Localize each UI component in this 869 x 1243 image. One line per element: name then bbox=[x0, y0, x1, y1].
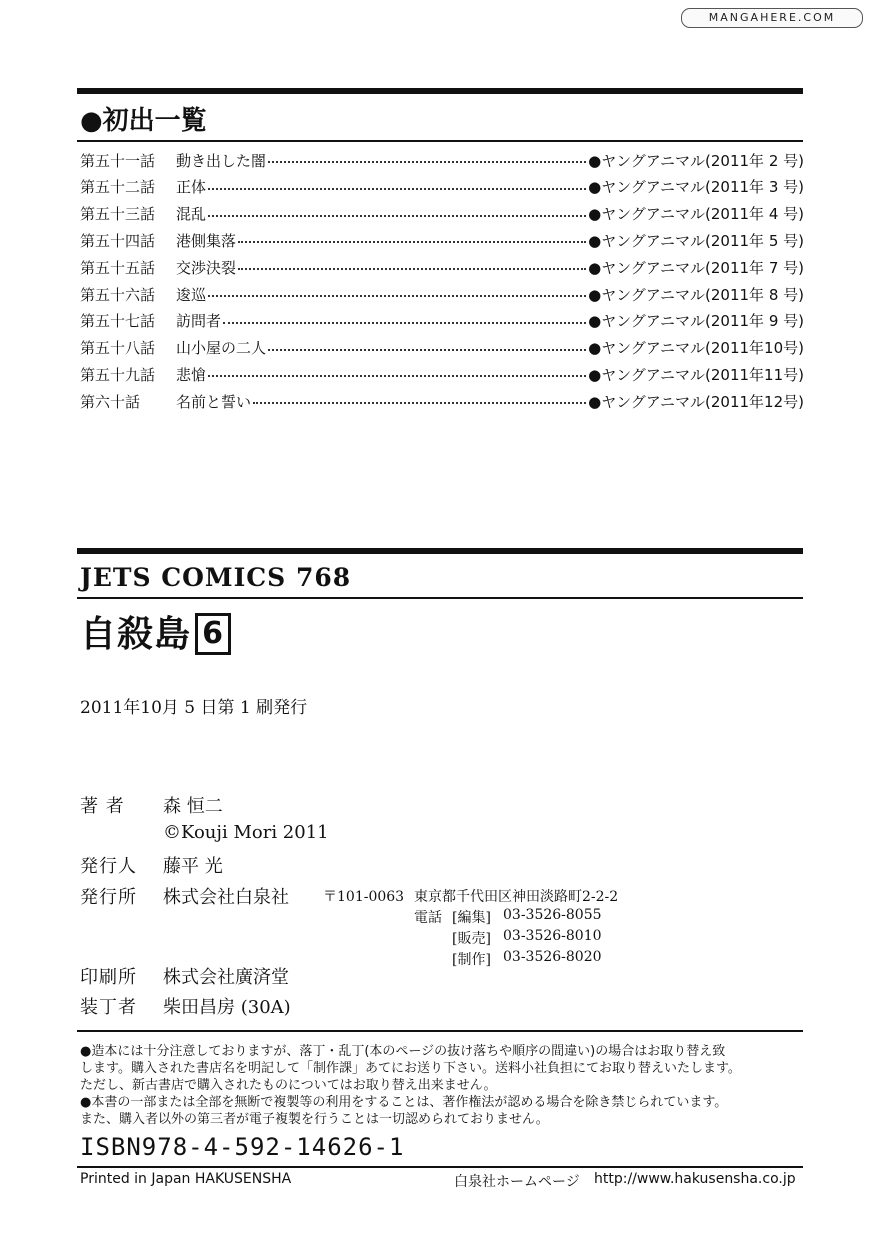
notice-line: ただし、新古書店で購入されたものについてはお取り替え出来ません。 bbox=[80, 1078, 497, 1093]
toc-title: 港側集落 bbox=[176, 231, 237, 250]
toc-leader-dots bbox=[268, 349, 586, 351]
toc-chapter: 第五十六話 bbox=[80, 285, 156, 304]
toc-leader-dots bbox=[208, 375, 586, 377]
footer-rule bbox=[77, 1166, 803, 1168]
printer-name: 株式会社廣済堂 bbox=[163, 967, 289, 988]
toc-source: ●ヤングアニマル(2011年11号) bbox=[588, 365, 804, 384]
homepage-url[interactable]: http://www.hakusensha.co.jp bbox=[594, 1171, 796, 1187]
toc-source: ●ヤングアニマル(2011年 8 号) bbox=[588, 285, 804, 304]
toc-leader-dots bbox=[208, 215, 586, 217]
toc-leader-dots bbox=[208, 295, 586, 297]
notice-line: ●造本には十分注意しておりますが、落丁・乱丁(本のページの抜け落ちや順序の間違い)の場合はお取り替え致 bbox=[80, 1044, 726, 1059]
top-rule bbox=[77, 88, 803, 94]
publisher-person: 藤平 光 bbox=[163, 856, 223, 877]
toc-source: ●ヤングアニマル(2011年 9 号) bbox=[588, 312, 804, 331]
toc-title: 動き出した闇 bbox=[176, 151, 267, 170]
colophon-rule bbox=[77, 548, 803, 554]
phone-number: 03-3526-8055 bbox=[503, 907, 602, 923]
toc-title: 混乱 bbox=[176, 205, 207, 224]
toc-source: ●ヤングアニマル(2011年12号) bbox=[588, 392, 804, 411]
author-label: 著 者 bbox=[80, 796, 125, 817]
volume-number: 6 bbox=[195, 613, 231, 655]
toc-chapter: 第五十一話 bbox=[80, 151, 156, 170]
publisher-person-label: 発行人 bbox=[80, 856, 137, 877]
toc-row bbox=[80, 335, 804, 361]
toc-title: 正体 bbox=[176, 178, 207, 197]
phone-label: 電話 bbox=[414, 910, 442, 926]
toc-heading-rule bbox=[77, 140, 803, 142]
toc-chapter: 第五十九話 bbox=[80, 365, 156, 384]
toc-row bbox=[80, 201, 804, 227]
publisher-name: 株式会社白泉社 bbox=[163, 887, 289, 908]
homepage-label: 白泉社ホームページ bbox=[454, 1174, 580, 1190]
toc-row bbox=[80, 147, 804, 173]
toc-title: 逡巡 bbox=[176, 285, 207, 304]
toc-source: ●ヤングアニマル(2011年 7 号) bbox=[588, 258, 804, 277]
toc-title: 山小屋の二人 bbox=[176, 339, 267, 358]
toc-title: 悲愴 bbox=[176, 365, 207, 384]
toc-leader-dots bbox=[253, 402, 586, 404]
series-rule bbox=[77, 597, 803, 599]
publication-date: 2011年10月 5 日第 1 刷発行 bbox=[80, 698, 308, 718]
toc-row bbox=[80, 388, 804, 414]
toc-row bbox=[80, 281, 804, 307]
designer-name: 柴田昌房 (30A) bbox=[163, 997, 291, 1018]
toc-chapter: 第五十五話 bbox=[80, 258, 156, 277]
toc-row bbox=[80, 174, 804, 200]
toc-source: ●ヤングアニマル(2011年 4 号) bbox=[588, 205, 804, 224]
toc-source: ●ヤングアニマル(2011年 5 号) bbox=[588, 231, 804, 250]
toc-leader-dots bbox=[268, 161, 586, 163]
phone-department: [販売] bbox=[452, 931, 491, 947]
toc-chapter: 第五十七話 bbox=[80, 312, 156, 331]
toc-source: ●ヤングアニマル(2011年10号) bbox=[588, 339, 804, 358]
isbn: ISBN978-4-592-14626-1 bbox=[80, 1133, 405, 1161]
phone-department: [編集] bbox=[452, 910, 491, 926]
toc-title: 名前と誓い bbox=[176, 392, 252, 411]
toc-row bbox=[80, 227, 804, 253]
notice-line: します。購入された書店名を明記して「制作課」あてにお送り下さい。送料小社負担にてお取り替えいたします。 bbox=[80, 1061, 741, 1076]
publisher-address: 東京都千代田区神田淡路町2-2-2 bbox=[414, 889, 619, 905]
printed-in: Printed in Japan HAKUSENSHA bbox=[80, 1171, 292, 1187]
toc-leader-dots bbox=[223, 322, 586, 324]
toc-chapter: 第六十話 bbox=[80, 392, 141, 411]
watermark-logo: MANGAHERE.COM bbox=[681, 8, 863, 28]
notice-line: また、購入者以外の第三者が電子複製を行うことは一切認められておりません。 bbox=[80, 1112, 549, 1127]
author-name: 森 恒二 bbox=[163, 796, 223, 817]
toc-title: 訪問者 bbox=[176, 312, 222, 331]
book-title-text: 自殺島 bbox=[80, 614, 192, 655]
phone-number: 03-3526-8010 bbox=[503, 928, 602, 944]
toc-chapter: 第五十三話 bbox=[80, 205, 156, 224]
notice-rule bbox=[77, 1030, 803, 1032]
notice-line: ●本書の一部または全部を無断で複製等の利用をすることは、著作権法が認める場合を除き禁じられています。 bbox=[80, 1095, 728, 1110]
book-title bbox=[80, 606, 231, 658]
publisher-label: 発行所 bbox=[80, 887, 137, 908]
toc-chapter: 第五十二話 bbox=[80, 178, 156, 197]
toc-chapter: 第五十四話 bbox=[80, 231, 156, 250]
toc-source: ●ヤングアニマル(2011年 3 号) bbox=[588, 178, 804, 197]
postal-code: 〒101-0063 bbox=[323, 889, 405, 905]
toc-row bbox=[80, 361, 804, 387]
printer-label: 印刷所 bbox=[80, 967, 137, 988]
phone-department: [制作] bbox=[452, 952, 491, 968]
toc-leader-dots bbox=[238, 241, 586, 243]
toc-chapter: 第五十八話 bbox=[80, 339, 156, 358]
designer-label: 装丁者 bbox=[80, 997, 137, 1018]
series-name: JETS COMICS 768 bbox=[80, 563, 352, 592]
toc-leader-dots bbox=[238, 268, 586, 270]
toc-title: 交渉決裂 bbox=[176, 258, 237, 277]
toc-heading: ●初出一覧 bbox=[80, 106, 207, 136]
toc-row bbox=[80, 308, 804, 334]
copyright: ©Kouji Mori 2011 bbox=[163, 822, 329, 843]
phone-number: 03-3526-8020 bbox=[503, 949, 602, 965]
toc-leader-dots bbox=[208, 188, 586, 190]
toc-row bbox=[80, 254, 804, 280]
toc-source: ●ヤングアニマル(2011年 2 号) bbox=[588, 151, 804, 170]
